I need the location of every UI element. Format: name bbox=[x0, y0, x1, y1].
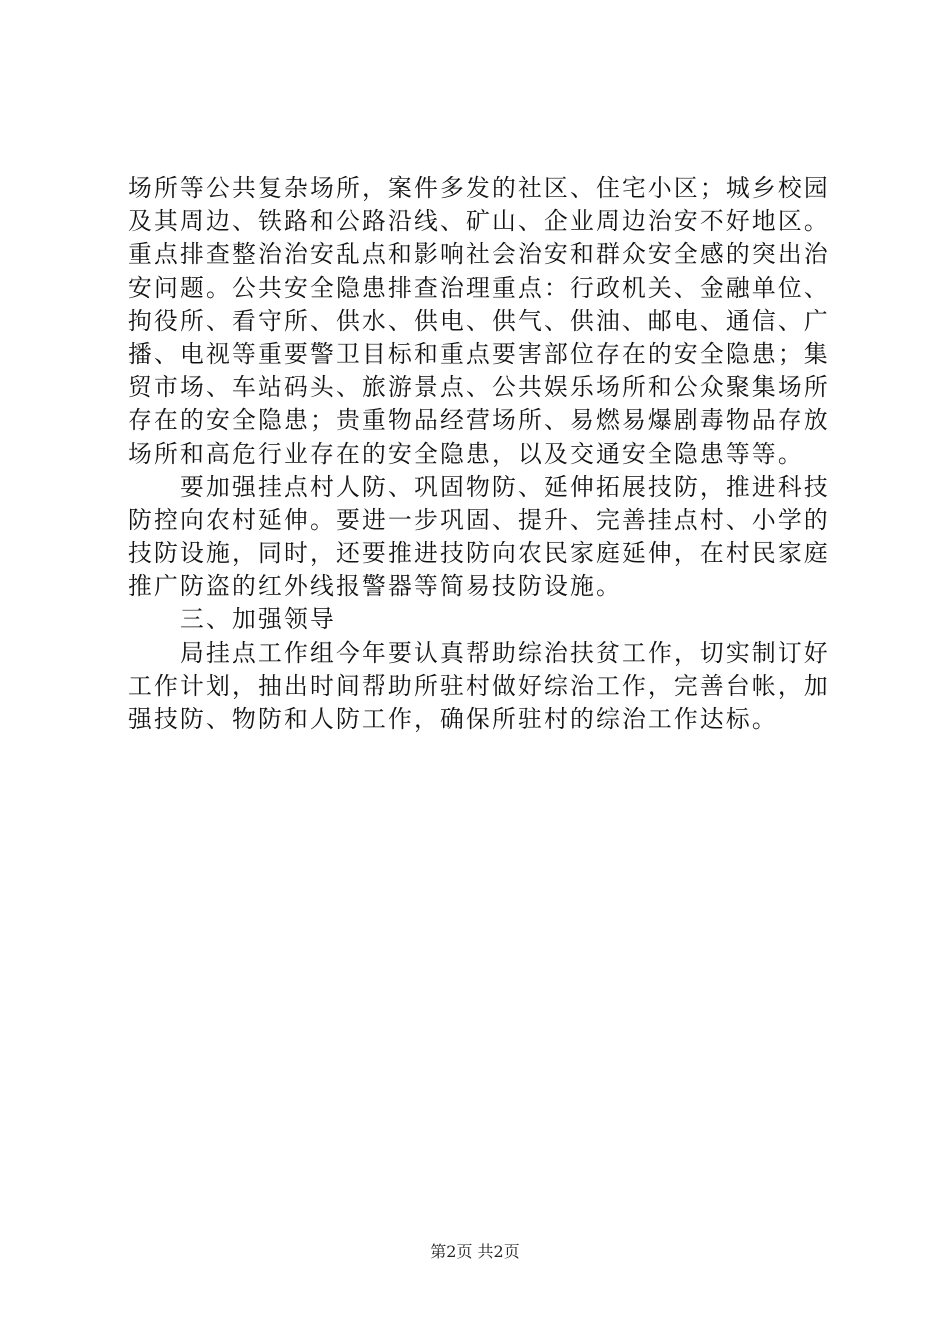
page-footer bbox=[0, 1240, 950, 1264]
section-heading bbox=[128, 603, 828, 636]
text-line: 推广防盗的红外线报警器等简易技防设施。 bbox=[128, 572, 622, 601]
text-line: 播、电视等重要警卫目标和重点要害部位存在的安全隐患；集 bbox=[128, 339, 830, 368]
paragraph-leadership bbox=[128, 637, 828, 737]
text-line: 防控向农村延伸。要进一步巩固、提升、完善挂点村、小学的 bbox=[128, 505, 830, 534]
text-line: 及其周边、铁路和公路沿线、矿山、企业周边治安不好地区。 bbox=[128, 207, 830, 236]
text-line: 局挂点工作组今年要认真帮助综治扶贫工作，切实制订好 bbox=[180, 638, 830, 667]
text-line: 工作计划，抽出时间帮助所驻村做好综治工作，完善台帐，加 bbox=[128, 671, 830, 700]
text-line: 强技防、物防和人防工作，确保所驻村的综治工作达标。 bbox=[128, 705, 778, 733]
text-line: 要加强挂点村人防、巩固物防、延伸拓展技防，推进科技 bbox=[180, 472, 830, 501]
text-line: 安问题。公共安全隐患排查治理重点：行政机关、金融单位、 bbox=[128, 273, 830, 302]
document-body bbox=[128, 172, 828, 736]
heading-text: 三、加强领导 bbox=[180, 605, 336, 634]
text-line: 场所和高危行业存在的安全隐患，以及交通安全隐患等等。 bbox=[128, 439, 804, 468]
page-number: 第2页 共2页 bbox=[430, 1242, 520, 1261]
text-line: 技防设施，同时，还要推进技防向农民家庭延伸，在村民家庭 bbox=[128, 539, 830, 568]
text-line: 拘役所、看守所、供水、供电、供气、供油、邮电、通信、广 bbox=[128, 306, 830, 335]
text-line: 存在的安全隐患；贵重物品经营场所、易燃易爆剧毒物品存放 bbox=[128, 406, 830, 435]
paragraph-public-security bbox=[128, 172, 828, 471]
paragraph-tech-defense bbox=[128, 471, 828, 604]
text-line: 重点排查整治治安乱点和影响社会治安和群众安全感的突出治 bbox=[128, 240, 830, 269]
text-line: 场所等公共复杂场所，案件多发的社区、住宅小区；城乡校园 bbox=[128, 174, 830, 202]
text-line: 贸市场、车站码头、旅游景点、公共娱乐场所和公众聚集场所 bbox=[128, 373, 830, 402]
